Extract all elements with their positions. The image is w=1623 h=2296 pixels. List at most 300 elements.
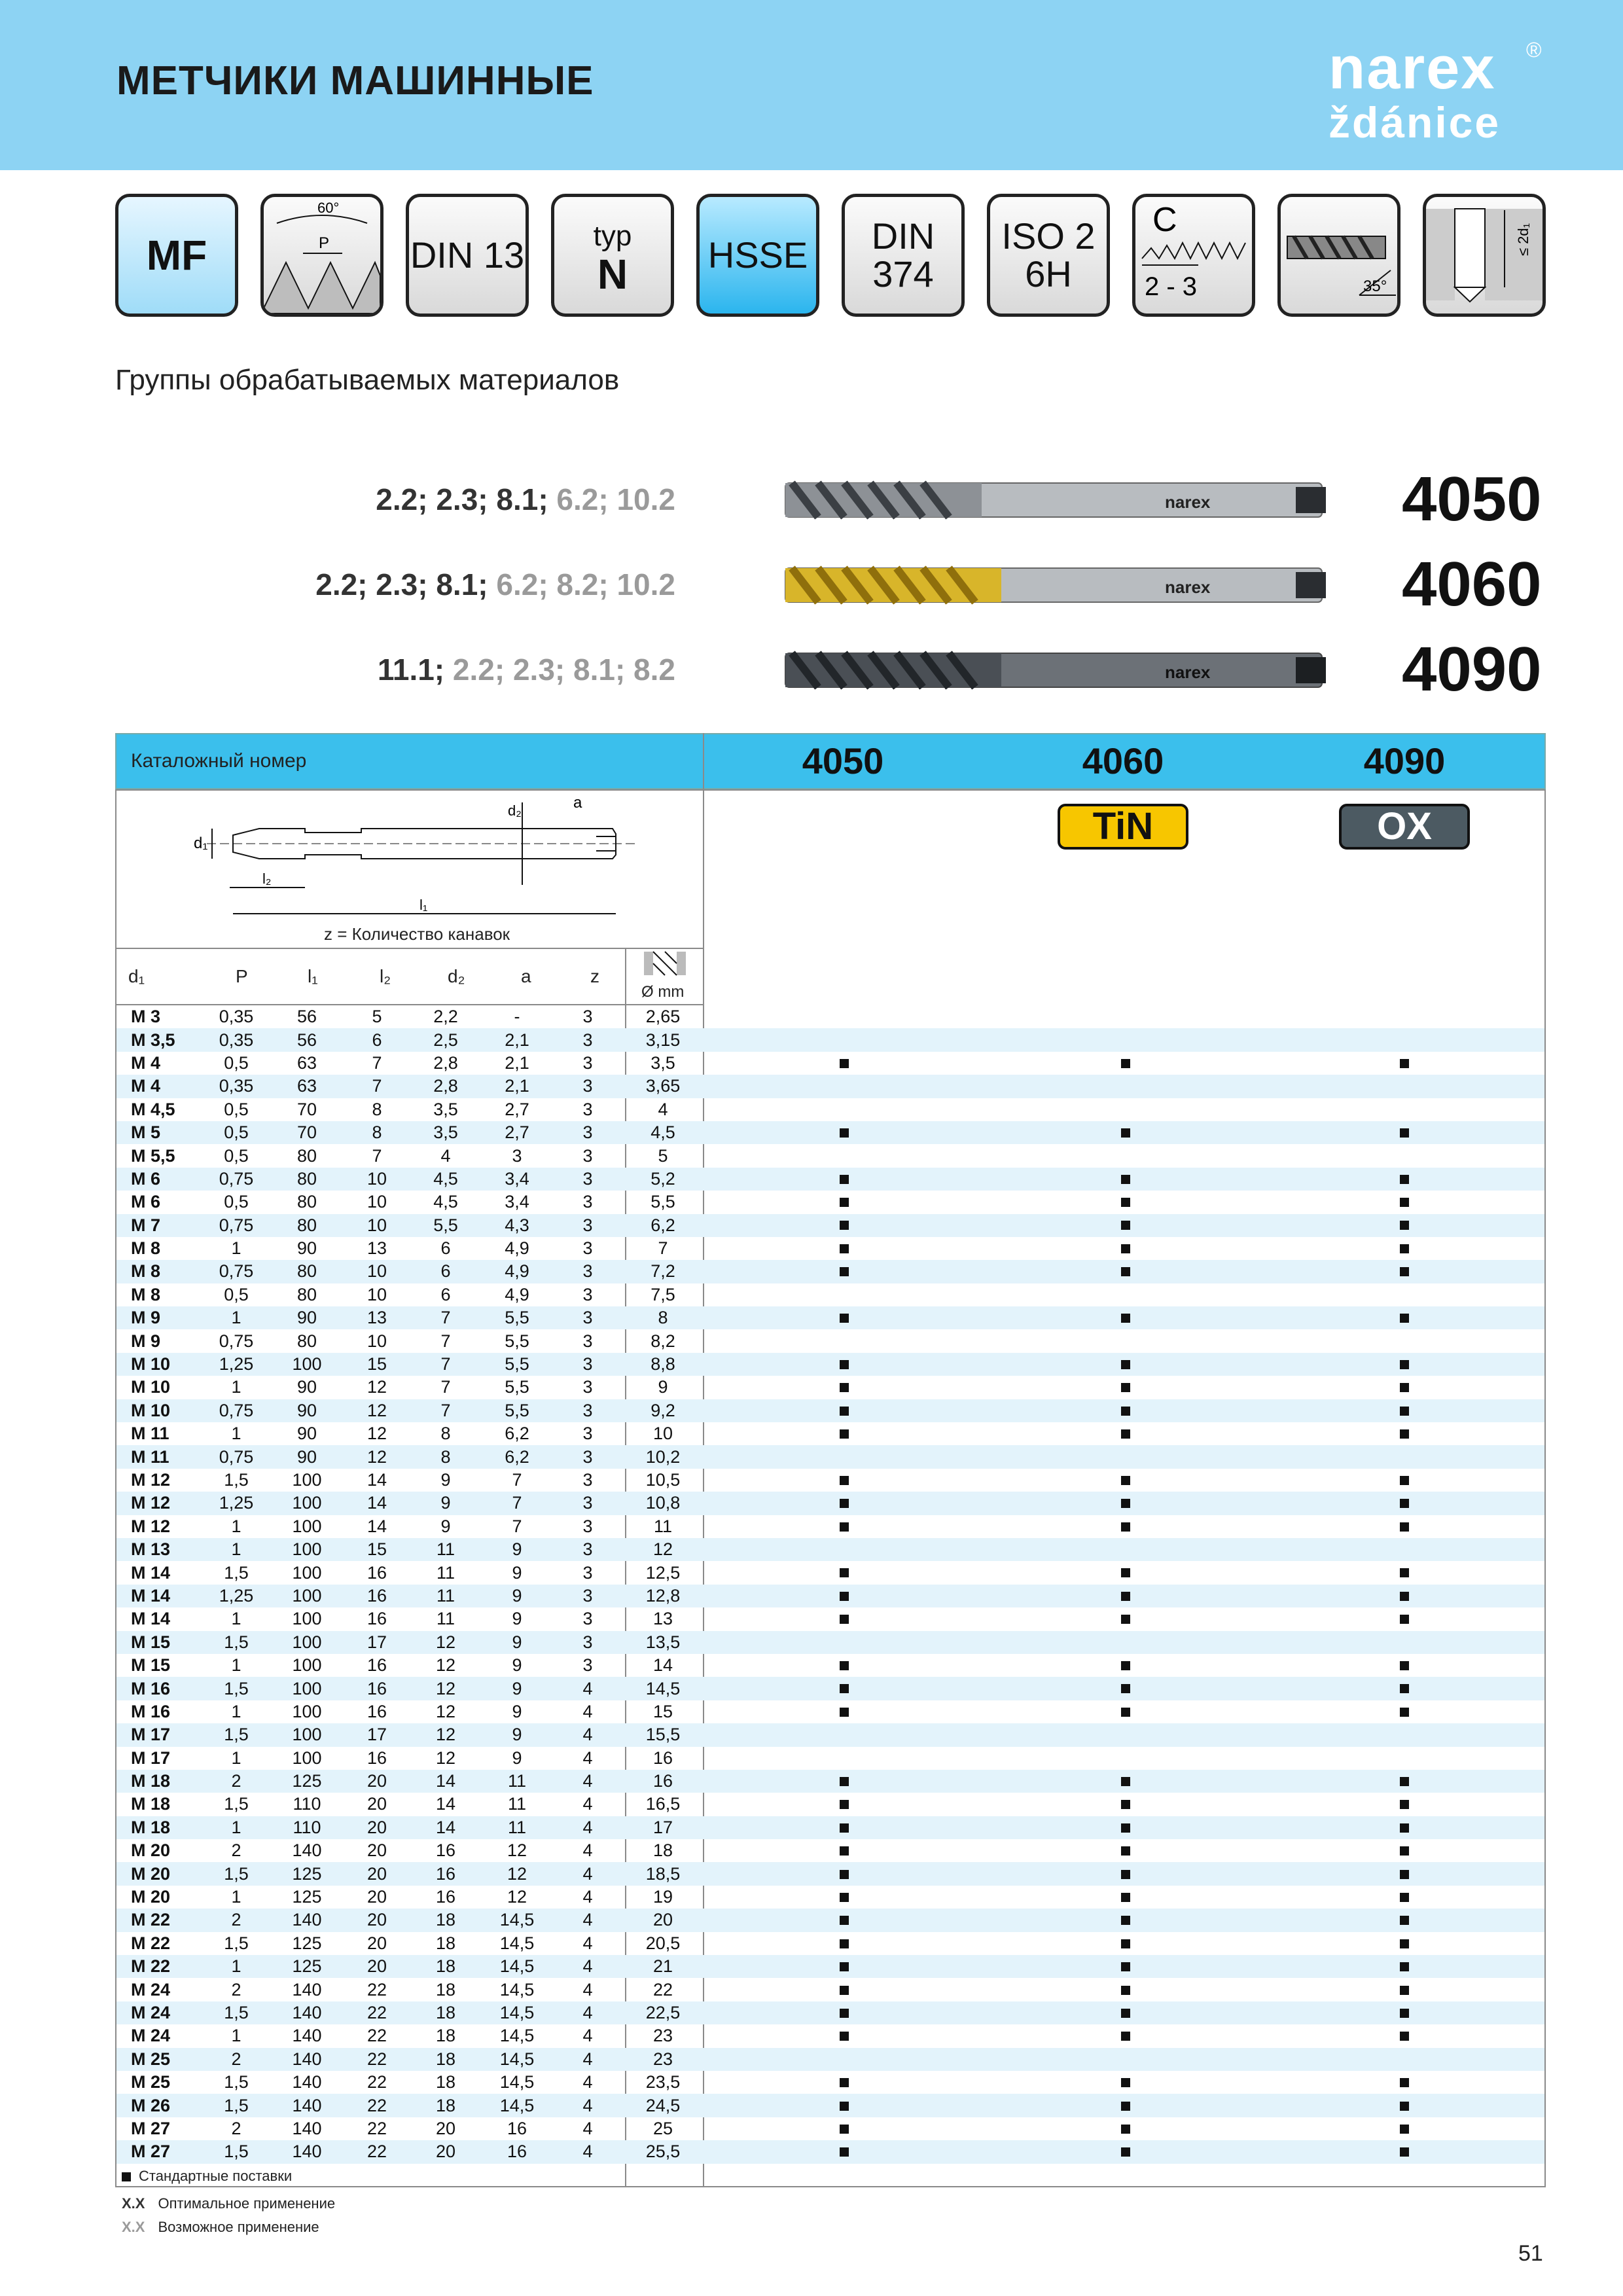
cell-a: 14,5 xyxy=(499,1956,535,1977)
cell-l2: 22 xyxy=(366,2142,387,2162)
cell-l1: 110 xyxy=(293,1817,321,1837)
cell-l2: 20 xyxy=(366,1956,387,1977)
cell-d2: 11 xyxy=(436,1609,455,1629)
cell-z: 3 xyxy=(582,1400,593,1420)
table-row xyxy=(116,2071,1544,2094)
standard-supply-mark-4050 xyxy=(840,1870,849,1879)
cell-p: 1,5 xyxy=(224,1632,249,1652)
standard-supply-mark-4090 xyxy=(1400,1267,1409,1276)
standard-supply-mark-4050 xyxy=(840,1846,849,1856)
cell-l1: 140 xyxy=(292,1910,322,1930)
cell-l2: 20 xyxy=(366,1771,387,1791)
product-code-4060: 4060 xyxy=(1402,549,1542,619)
series-head-4050: 4050 xyxy=(802,740,884,781)
cell-l1: 56 xyxy=(296,1007,317,1027)
cell-d1: M 10 xyxy=(131,1354,171,1374)
cell-z: 4 xyxy=(582,1748,593,1768)
tile-iso-top: ISO 2 xyxy=(1001,215,1096,257)
standard-supply-mark-4050 xyxy=(840,1522,849,1532)
standard-supply-mark-4050 xyxy=(840,1893,849,1902)
cell-l2: 12 xyxy=(366,1424,387,1444)
cell-l1: 100 xyxy=(292,1585,322,1605)
dim-l2: l₂ xyxy=(262,870,272,887)
cell-drill: 15 xyxy=(652,1701,673,1721)
cell-drill: 16 xyxy=(652,1771,673,1791)
cell-l1: 140 xyxy=(292,2002,322,2022)
cell-p: 0,75 xyxy=(219,1261,254,1282)
cell-p: 2 xyxy=(231,1771,241,1791)
cell-a: 7 xyxy=(512,1493,522,1513)
dim-l1: l₁ xyxy=(419,897,428,913)
cell-z: 3 xyxy=(582,1493,593,1513)
cell-z: 3 xyxy=(582,1354,593,1374)
cell-d2: 7 xyxy=(440,1331,451,1351)
cell-p: 0,35 xyxy=(219,1076,254,1096)
cell-drill: 16,5 xyxy=(645,1794,681,1814)
cell-drill: 10,8 xyxy=(645,1493,681,1513)
cell-d1: M 8 xyxy=(131,1284,161,1304)
standard-supply-mark-4090 xyxy=(1400,1916,1409,1925)
standard-mark-icon xyxy=(122,2172,131,2181)
standard-supply-mark-4060 xyxy=(1121,1823,1130,1833)
table-row xyxy=(116,1144,1544,1167)
cell-a: 5,5 xyxy=(505,1354,529,1374)
cell-drill: 3,15 xyxy=(645,1030,681,1050)
tap-brand: narex xyxy=(1165,662,1211,682)
cell-d1: M 22 xyxy=(131,1910,171,1930)
tile-din374-bottom: 374 xyxy=(872,253,934,295)
cell-l1: 140 xyxy=(292,2095,322,2115)
table-row xyxy=(116,1561,1544,1584)
cell-d2: 12 xyxy=(435,1678,456,1698)
cell-l2: 20 xyxy=(366,1840,387,1861)
standard-supply-mark-4060 xyxy=(1121,1708,1130,1717)
cell-l1: 80 xyxy=(296,1168,317,1189)
cell-l2: 20 xyxy=(366,1863,387,1884)
dim-d1: d₁ xyxy=(194,834,208,852)
cell-a: 9 xyxy=(512,1748,522,1768)
cell-l2: 8 xyxy=(372,1122,382,1143)
tile-typ-bottom: N xyxy=(597,251,628,298)
standard-supply-mark-4050 xyxy=(840,1244,849,1253)
standard-supply-mark-4050 xyxy=(840,2147,849,2157)
table-row xyxy=(116,1585,1544,1607)
cell-a: 2,1 xyxy=(505,1052,529,1073)
cell-l2: 16 xyxy=(366,1562,387,1583)
cell-d1: M 17 xyxy=(131,1725,171,1745)
cell-z: 3 xyxy=(582,1516,593,1536)
cell-d2: 14 xyxy=(435,1771,456,1791)
cell-l2: 13 xyxy=(366,1308,387,1328)
cell-p: 0,75 xyxy=(219,1331,254,1351)
standard-supply-mark-4090 xyxy=(1400,1314,1409,1323)
cell-d2: 4 xyxy=(440,1145,451,1166)
cell-d1: M 27 xyxy=(131,2142,171,2162)
thread-angle-label: 60° xyxy=(317,200,340,216)
cell-l1: 140 xyxy=(292,2026,322,2046)
standard-supply-mark-4060 xyxy=(1121,1476,1130,1485)
cell-d1: M 16 xyxy=(131,1701,171,1721)
cell-z: 4 xyxy=(582,2095,593,2115)
tile-mf-label: MF xyxy=(146,232,207,279)
cell-l1: 90 xyxy=(296,1424,317,1444)
tap-brand: narex xyxy=(1165,492,1211,512)
cell-z: 3 xyxy=(582,1007,593,1027)
cell-d2: 6 xyxy=(440,1284,451,1304)
cell-a: 5,5 xyxy=(505,1308,529,1328)
cell-d2: 18 xyxy=(435,2002,456,2022)
cell-l1: 100 xyxy=(292,1562,322,1583)
cell-d2: 11 xyxy=(436,1585,455,1605)
table-row xyxy=(116,1747,1544,1770)
cell-l1: 140 xyxy=(292,2142,322,2162)
standard-supply-mark-4090 xyxy=(1400,1592,1409,1601)
standard-supply-mark-4050 xyxy=(840,1986,849,1995)
cell-drill: 13 xyxy=(652,1609,673,1629)
table-row xyxy=(116,1353,1544,1376)
standard-supply-mark-4050 xyxy=(840,1916,849,1925)
standard-supply-mark-4050 xyxy=(840,1059,849,1068)
cell-d1: M 4 xyxy=(131,1076,161,1096)
cell-z: 3 xyxy=(582,1470,593,1490)
cell-a: 9 xyxy=(512,1678,522,1698)
cell-drill: 23 xyxy=(652,2026,673,2046)
cell-drill: 7,5 xyxy=(651,1284,675,1304)
cell-p: 0,5 xyxy=(224,1284,249,1304)
cell-d1: M 12 xyxy=(131,1516,171,1536)
standard-supply-mark-4050 xyxy=(840,2009,849,2018)
cell-d2: 11 xyxy=(436,1562,455,1583)
cell-z: 4 xyxy=(582,2072,593,2092)
cell-l1: 125 xyxy=(292,1863,322,1884)
cell-z: 3 xyxy=(582,1192,593,1212)
cell-d1: M 16 xyxy=(131,1678,171,1698)
table-row xyxy=(116,1862,1544,1885)
cell-drill: 22,5 xyxy=(645,2002,681,2022)
cell-drill: 2,65 xyxy=(645,1007,681,1027)
cell-d2: 7 xyxy=(440,1354,451,1374)
cell-l2: 22 xyxy=(366,1979,387,2000)
legend-optimal xyxy=(122,2195,335,2212)
cell-d1: M 9 xyxy=(131,1331,161,1351)
cell-d1: M 18 xyxy=(131,1817,171,1837)
cell-z: 4 xyxy=(582,1678,593,1698)
legend-optimal-mark: X.X xyxy=(122,2195,145,2212)
cell-l2: 7 xyxy=(372,1145,382,1166)
cell-p: 1,5 xyxy=(224,1794,249,1814)
table-row xyxy=(116,1492,1544,1515)
cell-p: 0,5 xyxy=(224,1052,249,1073)
cell-p: 0,75 xyxy=(219,1400,254,1420)
cell-p: 1,5 xyxy=(224,2142,249,2162)
thread-profile-icon xyxy=(264,197,380,314)
cell-drill: 20 xyxy=(652,1910,673,1930)
cell-l1: 56 xyxy=(296,1030,317,1050)
drill-diameter-icon xyxy=(639,950,691,977)
table-row xyxy=(116,1886,1544,1909)
tile-din13 xyxy=(406,194,529,317)
table-row xyxy=(116,2094,1544,2117)
cell-a: 4,9 xyxy=(505,1261,529,1282)
standard-supply-mark-4060 xyxy=(1121,1244,1130,1253)
cell-l2: 20 xyxy=(366,1887,387,1907)
cell-drill: 18 xyxy=(652,1840,673,1861)
table-row xyxy=(116,1168,1544,1191)
cell-z: 4 xyxy=(582,1887,593,1907)
table-row xyxy=(116,1214,1544,1237)
standard-supply-mark-4060 xyxy=(1121,1939,1130,1948)
cell-z: 3 xyxy=(582,1331,593,1351)
cell-d1: M 4,5 xyxy=(131,1099,175,1119)
tile-hsse xyxy=(696,194,819,317)
table-row xyxy=(116,1723,1544,1746)
cell-z: 4 xyxy=(582,2118,593,2138)
table-row xyxy=(116,1607,1544,1630)
table-row xyxy=(116,1978,1544,2001)
table-row xyxy=(116,1631,1544,1654)
cell-drill: 23 xyxy=(652,2049,673,2069)
tile-din13-label: DIN 13 xyxy=(410,234,525,276)
colhead-a: a xyxy=(521,966,531,986)
cell-d2: 2,8 xyxy=(433,1052,458,1073)
spiral-flute-icon xyxy=(1281,197,1397,314)
material-groups-heading: Группы обрабатываемых материалов xyxy=(115,364,620,396)
table-row xyxy=(116,1700,1544,1723)
standard-supply-mark-4050 xyxy=(840,1592,849,1601)
cell-d1: M 20 xyxy=(131,1840,171,1861)
standard-supply-mark-4060 xyxy=(1121,1175,1130,1184)
cell-a: 2,7 xyxy=(505,1099,529,1119)
cell-l2: 12 xyxy=(366,1377,387,1397)
cell-d2: 16 xyxy=(435,1863,456,1884)
standard-supply-mark-4060 xyxy=(1121,1267,1130,1276)
cell-a: 9 xyxy=(512,1585,522,1605)
cell-a: 3,4 xyxy=(505,1192,529,1212)
cell-d1: M 17 xyxy=(131,1748,171,1768)
cell-l1: 90 xyxy=(296,1308,317,1328)
cell-d2: 3,5 xyxy=(433,1099,458,1119)
cell-l2: 22 xyxy=(366,2002,387,2022)
tile-blind-hole xyxy=(1423,194,1546,317)
cell-a: 12 xyxy=(507,1887,527,1907)
cell-drill: 25 xyxy=(652,2118,673,2138)
cell-a: 7 xyxy=(512,1516,522,1536)
cell-d2: 8 xyxy=(440,1446,451,1467)
cell-l1: 100 xyxy=(292,1678,322,1698)
cell-d2: 14 xyxy=(435,1817,456,1837)
standard-supply-mark-4060 xyxy=(1121,1383,1130,1392)
coating-ox-badge: OX xyxy=(1339,804,1470,850)
flutes-caption: z = Количество канавок xyxy=(324,924,510,944)
cell-l1: 90 xyxy=(296,1377,317,1397)
cell-l1: 140 xyxy=(292,2049,322,2069)
standard-supply-mark-4060 xyxy=(1121,1499,1130,1508)
standard-supply-mark-4060 xyxy=(1121,1314,1130,1323)
cell-d1: M 3 xyxy=(131,1007,161,1027)
logo-top: narex xyxy=(1329,35,1496,101)
cell-l2: 16 xyxy=(366,1748,387,1768)
standard-supply-mark-4050 xyxy=(840,1221,849,1230)
cell-l1: 80 xyxy=(296,1331,317,1351)
standard-supply-mark-4050 xyxy=(840,2125,849,2134)
cell-z: 4 xyxy=(582,2142,593,2162)
cell-a: 4,3 xyxy=(505,1215,529,1235)
cell-d2: 2,8 xyxy=(433,1076,458,1096)
cell-z: 3 xyxy=(582,1446,593,1467)
standard-supply-mark-4090 xyxy=(1400,2102,1409,2111)
standard-supply-mark-4090 xyxy=(1400,1522,1409,1532)
standard-supply-mark-4060 xyxy=(1121,1407,1130,1416)
cell-a: 14,5 xyxy=(499,1979,535,2000)
standard-supply-mark-4090 xyxy=(1400,1962,1409,1971)
cell-a: 7 xyxy=(512,1470,522,1490)
cell-l2: 14 xyxy=(366,1516,387,1536)
cell-z: 3 xyxy=(582,1424,593,1444)
cell-p: 2 xyxy=(231,1979,241,2000)
standard-supply-mark-4090 xyxy=(1400,1986,1409,1995)
cell-l2: 7 xyxy=(372,1052,382,1073)
cell-l2: 10 xyxy=(366,1215,387,1235)
cell-drill: 5,5 xyxy=(651,1192,675,1212)
cell-d2: 9 xyxy=(440,1493,451,1513)
standard-supply-mark-4050 xyxy=(840,2032,849,2041)
cell-l1: 100 xyxy=(292,1470,322,1490)
table-row xyxy=(116,1260,1544,1283)
tile-iso-bottom: 6H xyxy=(1025,253,1072,295)
standard-supply-mark-4050 xyxy=(840,2102,849,2111)
cell-p: 1 xyxy=(231,1887,241,1907)
cell-p: 0,35 xyxy=(219,1030,254,1050)
cell-l1: 125 xyxy=(292,1933,322,1953)
cell-drill: 7,2 xyxy=(651,1261,675,1282)
cell-d2: 9 xyxy=(440,1516,451,1536)
cell-z: 4 xyxy=(582,1979,593,2000)
cell-p: 1,5 xyxy=(224,1470,249,1490)
cell-d1: M 13 xyxy=(131,1539,171,1560)
cell-d1: M 8 xyxy=(131,1261,161,1282)
cell-p: 1 xyxy=(231,1817,241,1837)
standard-supply-mark-4090 xyxy=(1400,1777,1409,1786)
standard-supply-mark-4060 xyxy=(1121,1870,1130,1879)
dim-a: a xyxy=(573,794,582,812)
cell-p: 2 xyxy=(231,2049,241,2069)
standard-supply-mark-4060 xyxy=(1121,2102,1130,2111)
cell-a: 14,5 xyxy=(499,2049,535,2069)
cell-p: 2 xyxy=(231,1840,241,1861)
cell-p: 0,5 xyxy=(224,1122,249,1143)
possible-groups: 6.2; 10.2 xyxy=(556,482,675,516)
cell-drill: 12 xyxy=(652,1539,673,1560)
standard-supply-mark-4050 xyxy=(840,1429,849,1439)
standard-supply-mark-4090 xyxy=(1400,1244,1409,1253)
standard-supply-mark-4090 xyxy=(1400,1684,1409,1693)
standard-supply-mark-4050 xyxy=(840,1800,849,1809)
cell-l1: 125 xyxy=(292,1771,322,1791)
cell-drill: 16 xyxy=(652,1748,673,1768)
cell-d1: M 5 xyxy=(131,1122,161,1143)
cell-drill: 22 xyxy=(652,1979,673,2000)
cell-p: 1 xyxy=(231,1701,241,1721)
table-row xyxy=(116,1028,1544,1051)
cell-drill: 20,5 xyxy=(645,1933,681,1953)
cell-l1: 100 xyxy=(292,1748,322,1768)
standard-supply-mark-4090 xyxy=(1400,1499,1409,1508)
cell-z: 4 xyxy=(582,1771,593,1791)
cell-l1: 80 xyxy=(296,1284,317,1304)
cell-z: 4 xyxy=(582,1817,593,1837)
cell-drill: 4,5 xyxy=(651,1122,675,1143)
cell-a: 5,5 xyxy=(505,1377,529,1397)
table-row xyxy=(116,1237,1544,1260)
cell-a: 3 xyxy=(512,1145,522,1166)
cell-d1: M 15 xyxy=(131,1632,171,1652)
cell-d2: 12 xyxy=(435,1748,456,1768)
table-row xyxy=(116,1098,1544,1121)
cell-d1: M 20 xyxy=(131,1863,171,1884)
cell-l2: 22 xyxy=(366,2095,387,2115)
colhead-l2: l₂ xyxy=(380,966,391,986)
cell-z: 3 xyxy=(582,1609,593,1629)
cell-d1: M 3,5 xyxy=(131,1030,175,1050)
cell-p: 0,75 xyxy=(219,1215,254,1235)
logo-bottom: ždánice xyxy=(1329,98,1501,147)
blind-hole-icon xyxy=(1426,197,1543,314)
cell-z: 3 xyxy=(582,1052,593,1073)
cell-drill: 23,5 xyxy=(645,2072,681,2092)
cell-a: 14,5 xyxy=(499,2002,535,2022)
cell-l2: 14 xyxy=(366,1493,387,1513)
cell-a: 6,2 xyxy=(505,1424,529,1444)
cell-l2: 16 xyxy=(366,1655,387,1676)
standard-supply-mark-4060 xyxy=(1121,1986,1130,1995)
standard-supply-mark-4060 xyxy=(1121,2147,1130,2157)
cell-d2: 2,2 xyxy=(433,1007,458,1027)
cell-drill: 7 xyxy=(658,1238,668,1259)
cell-l1: 90 xyxy=(296,1446,317,1467)
cell-p: 1,5 xyxy=(224,1562,249,1583)
standard-supply-mark-4060 xyxy=(1121,2125,1130,2134)
standard-supply-mark-4090 xyxy=(1400,1615,1409,1624)
colhead-d2: d₂ xyxy=(448,966,465,986)
cell-drill: 4 xyxy=(658,1099,668,1119)
cell-d1: M 25 xyxy=(131,2049,171,2069)
cell-d2: 16 xyxy=(435,1887,456,1907)
table-row xyxy=(116,1932,1544,1955)
cell-z: 3 xyxy=(582,1585,593,1605)
cell-a: 3,4 xyxy=(505,1168,529,1189)
cell-drill: 9 xyxy=(658,1377,668,1397)
cell-drill: 9,2 xyxy=(651,1400,675,1420)
tile-iso xyxy=(987,194,1110,317)
cell-d1: M 6 xyxy=(131,1168,161,1189)
catalog-number-label: Каталожный номер xyxy=(131,750,307,772)
standard-supply-mark-4060 xyxy=(1121,2032,1130,2041)
cell-a: 12 xyxy=(507,1863,527,1884)
cell-l2: 13 xyxy=(366,1238,387,1259)
cell-p: 1,5 xyxy=(224,1725,249,1745)
cell-z: 4 xyxy=(582,2049,593,2069)
cell-l1: 100 xyxy=(292,1493,322,1513)
table-row xyxy=(116,1075,1544,1098)
tile-mf xyxy=(115,194,238,317)
tile-typ xyxy=(551,194,674,317)
tile-thread-profile xyxy=(260,194,383,317)
legend-possible-text: Возможное применение xyxy=(158,2219,319,2235)
cell-z: 3 xyxy=(582,1215,593,1235)
cell-a: 2,7 xyxy=(505,1122,529,1143)
product-4060-materials xyxy=(315,567,675,602)
standard-supply-mark-4090 xyxy=(1400,1846,1409,1856)
